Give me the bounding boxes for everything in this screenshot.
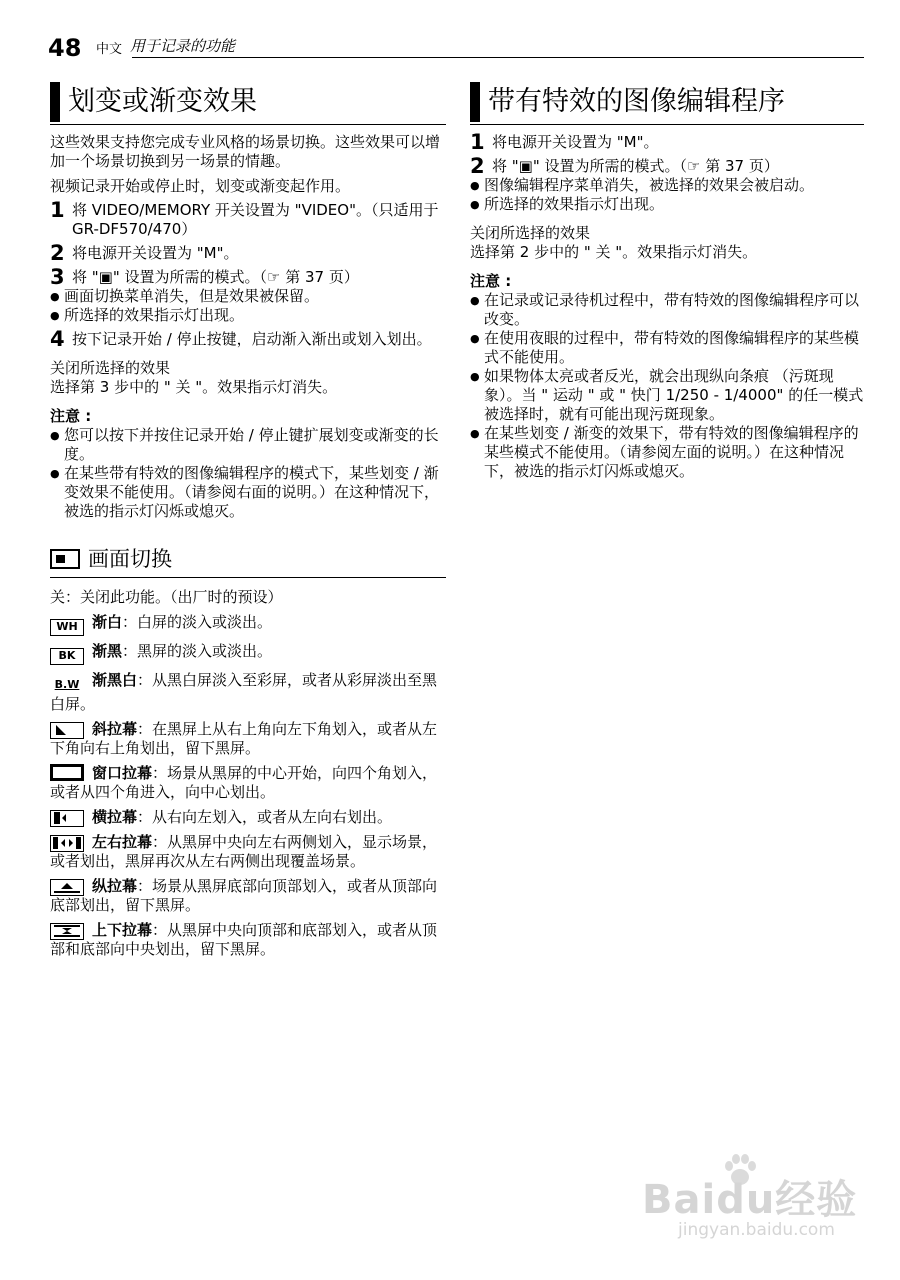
bullet-item: ● 所选择的效果指示灯出现。 xyxy=(50,306,446,325)
right-column xyxy=(470,80,864,481)
scroll-icon xyxy=(50,879,84,896)
note-item: ● 您可以按下并按住记录开始 / 停止键扩展划变或渐变的长度。 xyxy=(50,426,446,464)
notes-heading: 注意 : xyxy=(50,407,92,425)
subsection-title-text: 画面切换 xyxy=(88,547,172,571)
step-text: 将电源开关设置为 "M"。 xyxy=(492,133,659,151)
bullet-item: ● 画面切换菜单消失，但是效果被保留。 xyxy=(50,287,446,306)
cancel-text: 选择第 2 步中的 " 关 "。效果指示灯消失。 xyxy=(470,243,758,261)
mode-name: 窗口拉幕 xyxy=(92,764,153,782)
mode-fade-white xyxy=(50,613,446,636)
step-text: 按下记录开始 / 停止按键，启动渐入渐出或划入划出。 xyxy=(72,330,432,348)
section-bar xyxy=(470,82,480,122)
step-text: 将 "▣" 设置为所需的模式。（☞ 第 37 页） xyxy=(72,268,359,286)
language-label: 中文 xyxy=(96,42,123,57)
shutter-icon xyxy=(50,923,84,940)
step-1 xyxy=(50,198,446,239)
step-number: 2 xyxy=(470,154,485,178)
step-1 xyxy=(470,130,864,154)
mode-name: 渐黑白 xyxy=(92,671,138,689)
fade-bw-icon: B.W xyxy=(54,678,80,691)
header-rule xyxy=(132,57,864,58)
mode-name: 左右拉幕 xyxy=(92,833,153,851)
step-2 xyxy=(50,241,446,265)
section-title-right xyxy=(470,80,864,125)
section-title-text: 带有特效的图像编辑程序 xyxy=(488,86,785,117)
mode-fade-black xyxy=(50,642,446,665)
section-title-left xyxy=(50,80,446,125)
step-number: 2 xyxy=(50,241,65,265)
mode-desc: ：从黑屏中央向顶部和底部划入，或者从顶部和底部向中央划出，留下黑屏。 xyxy=(50,921,438,958)
mode-desc: ：在黑屏上从右上角向左下角划入，或者从左下角向右上角划出，留下黑屏。 xyxy=(50,720,438,757)
mode-window xyxy=(50,764,446,802)
step-text: 将 VIDEO/MEMORY 开关设置为 "VIDEO"。（只适用于 GR-DF570/470） xyxy=(72,201,439,238)
mode-fade-bw xyxy=(50,671,446,714)
cancel-heading: 关闭所选择的效果 xyxy=(470,224,591,242)
section-bar xyxy=(50,82,60,122)
step-number: 3 xyxy=(50,265,65,289)
mode-desc: ：白屏的淡入或淡出。 xyxy=(122,613,273,631)
note-item: ● 在某些带有特效的图像编辑程序的模式下，某些划变 / 渐变效果不能使用。（请参阅右面的说明。）在这种情况下，被选的指示灯闪烁或熄灭。 xyxy=(50,464,446,521)
mode-desc: ：场景从黑屏底部向顶部划入，或者从顶部向底部划出，留下黑屏。 xyxy=(50,877,438,914)
mode-desc: ：从右向左划入，或者从左向右划出。 xyxy=(137,808,393,826)
mode-desc: ：从黑屏中央向左右两侧划入，显示场景，或者划出，黑屏再次从左右两侧出现覆盖场景。 xyxy=(50,833,438,870)
step-3 xyxy=(50,265,446,289)
step-4 xyxy=(50,327,446,351)
chapter-title: 用于记录的功能 xyxy=(130,37,236,55)
note-item: ● 在某些划变 / 渐变的效果下，带有特效的图像编辑程序的某些模式不能使用。（请参阅左面的说明。）在这种情况下，被选的指示灯闪烁或熄灭。 xyxy=(470,424,864,481)
mode-shutter xyxy=(50,921,446,959)
cancel-heading: 关闭所选择的效果 xyxy=(50,359,171,377)
step-number: 4 xyxy=(50,327,65,351)
watermark-url: jingyan.baidu.com xyxy=(678,1220,835,1240)
intro-paragraph: 这些效果支持您完成专业风格的场景切换。这些效果可以增加一个场景切换到另一场景的情趣。 xyxy=(50,133,441,170)
mode-slide xyxy=(50,808,446,827)
baidu-watermark xyxy=(642,1150,872,1250)
door-glyph xyxy=(52,836,82,850)
mode-name: 渐白 xyxy=(92,613,123,631)
mode-name: 纵拉幕 xyxy=(92,877,138,895)
page-number: 48 xyxy=(48,34,82,62)
intro-paragraph-2: 视频记录开始或停止时，划变或渐变起作用。 xyxy=(50,177,351,195)
fade-white-icon: WH xyxy=(50,619,84,636)
cancel-text: 选择第 3 步中的 " 关 "。效果指示灯消失。 xyxy=(50,378,338,396)
mode-name: 上下拉幕 xyxy=(92,921,153,939)
door-icon xyxy=(50,835,84,852)
mode-desc: ：黑屏的淡入或淡出。 xyxy=(122,642,273,660)
subsection-title xyxy=(50,543,446,578)
step-text: 将电源开关设置为 "M"。 xyxy=(72,244,239,262)
mode-scroll xyxy=(50,877,446,915)
page-header xyxy=(48,34,864,62)
scroll-glyph xyxy=(52,880,82,894)
window-icon xyxy=(50,764,84,781)
mode-corner-wipe xyxy=(50,720,446,758)
corner-wipe-icon xyxy=(50,722,84,739)
mode-name: 横拉幕 xyxy=(92,808,138,826)
watermark-brand: Baidu经验 xyxy=(642,1177,858,1223)
fade-black-icon: BK xyxy=(50,648,84,665)
step-2 xyxy=(470,154,864,178)
mode-desc: ：从黑白屏淡入至彩屏，或者从彩屏淡出至黑白屏。 xyxy=(50,671,438,713)
step-number: 1 xyxy=(50,198,65,222)
notes-heading: 注意 : xyxy=(470,272,512,290)
slide-glyph xyxy=(52,811,82,825)
mode-desc: ：场景从黑屏的中心开始，向四个角划入，或者从四个角进入，向中心划出。 xyxy=(50,764,438,801)
bullet-item: ● 所选择的效果指示灯出现。 xyxy=(470,195,864,214)
step-text: 将 "▣" 设置为所需的模式。（☞ 第 37 页） xyxy=(492,157,779,175)
mode-name: 斜拉幕 xyxy=(92,720,138,738)
left-column xyxy=(50,80,446,959)
note-item: ● 在记录或记录待机过程中，带有特效的图像编辑程序可以改变。 xyxy=(470,291,864,329)
scene-transition-icon xyxy=(50,549,80,569)
mode-door xyxy=(50,833,446,871)
shutter-glyph xyxy=(52,924,82,938)
section-title-text: 划变或渐变效果 xyxy=(68,86,257,117)
note-item: ● 在使用夜眼的过程中，带有特效的图像编辑程序的某些模式不能使用。 xyxy=(470,329,864,367)
step-number: 1 xyxy=(470,130,485,154)
corner-wipe-glyph xyxy=(52,723,82,737)
mode-name: 渐黑 xyxy=(92,642,123,660)
bullet-item: ● 图像编辑程序菜单消失，被选择的效果会被启动。 xyxy=(470,176,864,195)
note-item: ● 如果物体太亮或者反光，就会出现纵向条痕 （污斑现象）。当 " 运动 " 或 " 快门 1/250 - 1/4000" 的任一模式被选择时，就有可能出现污斑现象。 xyxy=(470,367,864,424)
slide-icon xyxy=(50,810,84,827)
off-description: 关：关闭此功能。（出厂时的预设） xyxy=(50,588,283,606)
